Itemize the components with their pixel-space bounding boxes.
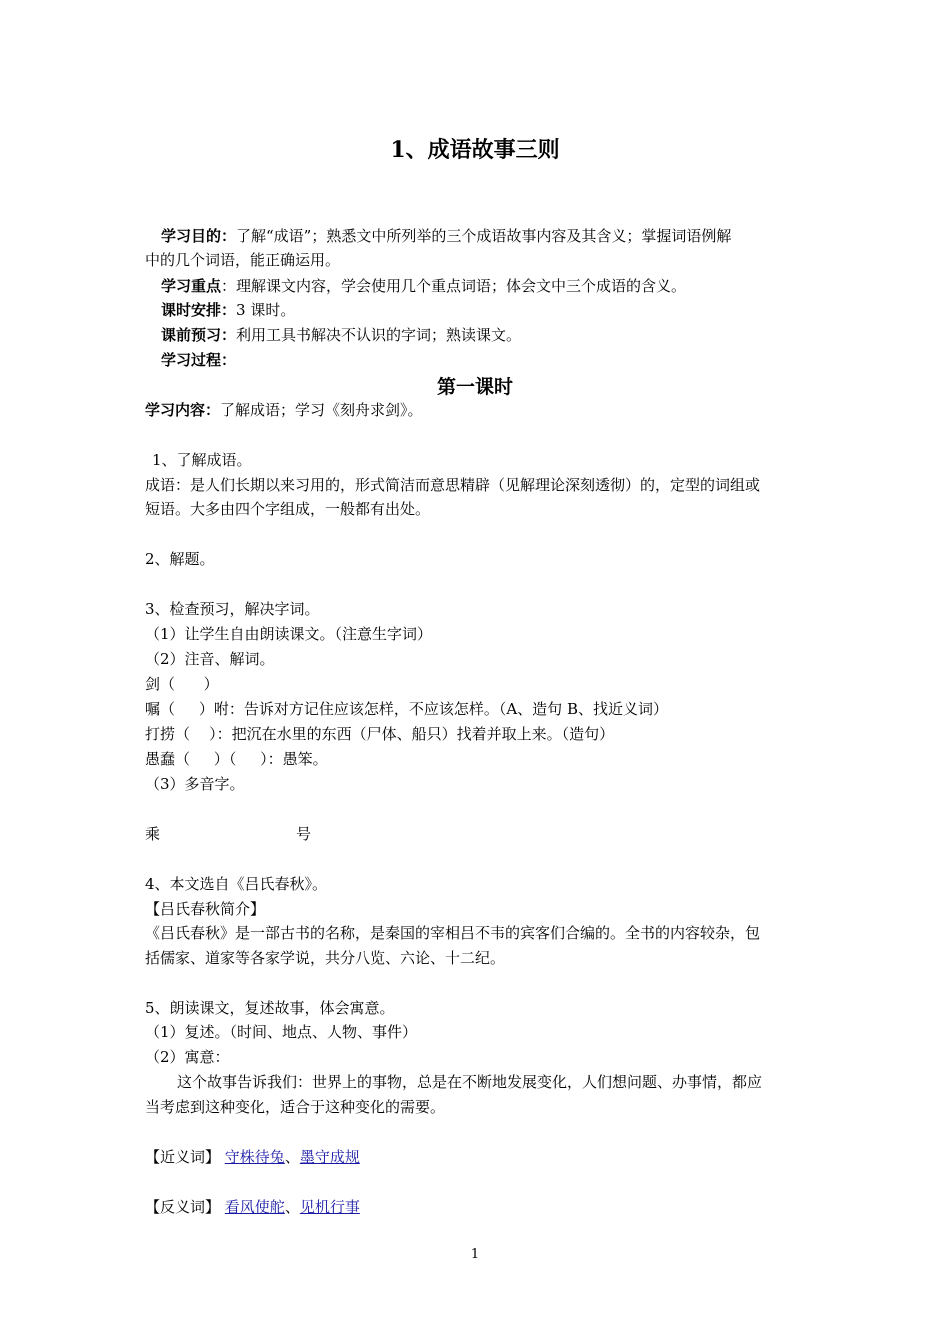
idiom-definition-1: 成语：是人们长期以来习用的，形式简洁而意思精辟（见解理论深刻透彻）的，定型的词组或 [145, 476, 761, 494]
document-title: 1、成语故事三则 [390, 137, 560, 163]
polyphone-cheng: 乘 [145, 825, 161, 843]
section-5-line-1: （1）复述。（时间、地点、人物、事件） [145, 1023, 418, 1041]
preview-text: 利用工具书解决不认识的字词；熟读课文。 [236, 326, 522, 344]
section-1-heading: 1、了解成语。 [152, 451, 252, 469]
section-5-line-2: （2）寓意： [145, 1048, 230, 1066]
moral-text-1: 这个故事告诉我们：世界上的事物，总是在不断地发展变化，人们想问题、办事情，都应 [177, 1073, 763, 1091]
antonym-link-jianji[interactable]: 见机行事 [299, 1198, 360, 1216]
antonyms-separator: 、 [284, 1198, 300, 1216]
vocab-zhufu: 嘱（ ）咐：告诉对方记住应该怎样，不应该怎样。（A、造句 B、找近义词） [145, 700, 668, 718]
content-text: 了解成语；学习《刻舟求剑》。 [220, 401, 423, 419]
section-3-line-2: （2）注音、解词。 [145, 650, 275, 668]
vocab-jian: 剑（ ） [145, 675, 219, 693]
focus-line [161, 274, 686, 298]
section-5-heading: 5、朗读课文，复述故事，体会寓意。 [145, 999, 395, 1017]
goals-text-2: 中的几个词语，能正确运用。 [145, 251, 341, 269]
schedule-label: 课时安排： [161, 301, 237, 319]
goals-label: 学习目的： [161, 227, 237, 245]
lvshi-intro-text-2: 括儒家、道家等各家学说，共分八览、六论、十二纪。 [145, 949, 506, 967]
synonym-link-shouzhu[interactable]: 守株待兔 [224, 1148, 285, 1166]
lvshi-intro-text-1: 《吕氏春秋》是一部古书的名称，是秦国的宰相吕不韦的宾客们合编的。全书的内容较杂，包 [145, 924, 761, 942]
synonyms-label: 【近义词】 [145, 1148, 221, 1166]
section-2-heading: 2、解题。 [145, 550, 215, 568]
content-label: 学习内容： [145, 401, 221, 419]
section-3-heading: 3、检查预习，解决字词。 [145, 600, 320, 618]
synonym-link-moshou[interactable]: 墨守成规 [299, 1148, 360, 1166]
content-line [145, 398, 423, 422]
process-label: 学习过程： [161, 351, 237, 369]
lesson-title: 第一课时 [436, 376, 513, 398]
section-4-heading: 4、本文选自《吕氏春秋》。 [145, 875, 328, 893]
goals-line-1 [161, 224, 731, 248]
idiom-definition-2: 短语。大多由四个字组成，一般都有出处。 [145, 500, 431, 518]
antonyms-label: 【反义词】 [145, 1198, 221, 1216]
moral-text-2: 当考虑到这种变化，适合于这种变化的需要。 [145, 1098, 446, 1116]
schedule-text: 3 课时。 [236, 301, 296, 319]
polyphone-heading: （3）多音字。 [145, 775, 245, 793]
vocab-yuchun: 愚蠢（ ）（ ）：愚笨。 [145, 750, 328, 768]
page-number: 1 [470, 1247, 480, 1262]
antonyms-line [145, 1195, 360, 1219]
focus-label: 学习重点 [161, 277, 222, 295]
synonyms-separator: 、 [284, 1148, 300, 1166]
focus-text: ：理解课文内容，学会使用几个重点词语；体会文中三个成语的含义。 [221, 277, 687, 295]
polyphone-hao: 号 [296, 825, 312, 843]
schedule-line [161, 298, 295, 322]
goals-text-1: 了解“成语”；熟悉文中所列举的三个成语故事内容及其含义；掌握词语例解 [236, 227, 732, 245]
vocab-dalao: 打捞（ ）：把沉在水里的东西（尸体、船只）找着并取上来。（造句） [145, 725, 615, 743]
lvshi-intro-heading: 【吕氏春秋简介】 [145, 900, 266, 918]
synonyms-line [145, 1145, 360, 1169]
antonym-link-kanfeng[interactable]: 看风使舵 [224, 1198, 285, 1216]
section-3-line-1: （1）让学生自由朗读课文。（注意生字词） [145, 625, 433, 643]
preview-line [161, 323, 521, 347]
preview-label: 课前预习： [161, 326, 237, 344]
